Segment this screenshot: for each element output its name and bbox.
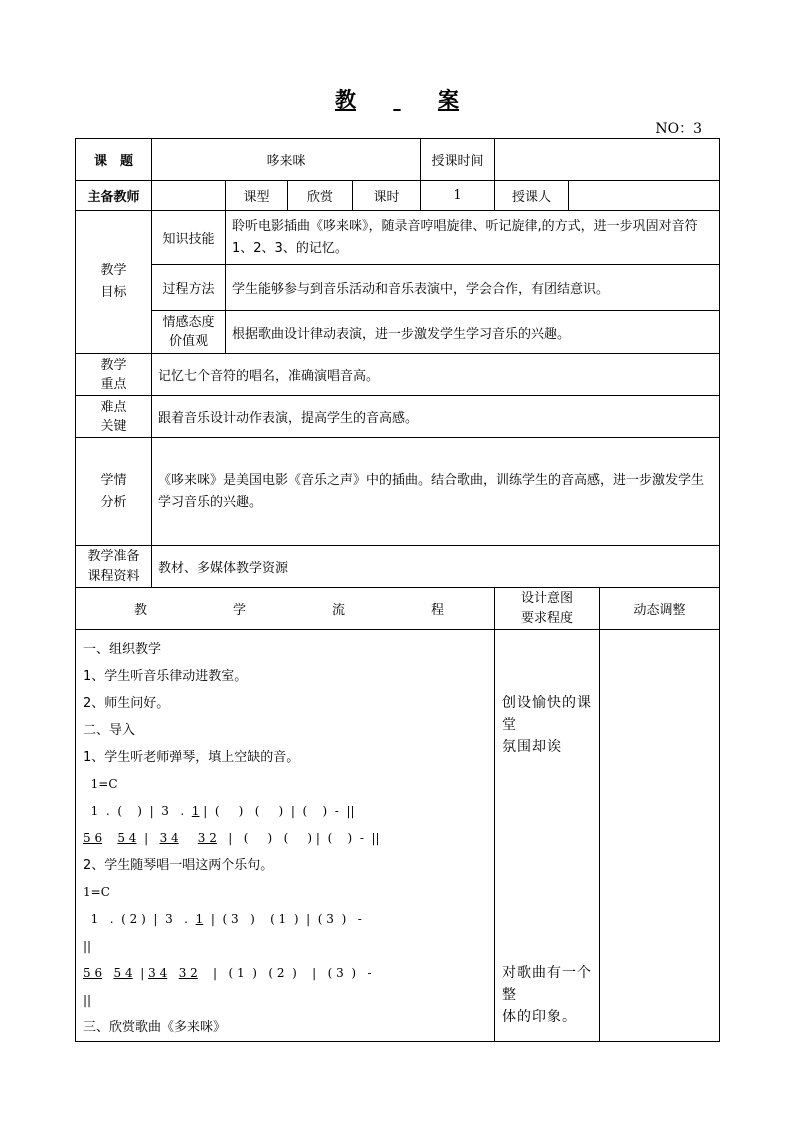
flow-line-14: ||	[83, 993, 92, 1007]
flow-line-11	[83, 906, 488, 933]
flow-header	[76, 588, 495, 630]
flow-line-15: 三、欣赏歌曲《多来咪》	[83, 1020, 227, 1035]
notation-2c: 5 4	[117, 831, 137, 845]
notation-2f	[179, 831, 198, 845]
goal-emotion-text: 根据歌曲设计律动表演，进一步激发学生学习音乐的兴趣。	[226, 311, 720, 354]
goal-emotion-label-line1: 情感态度	[162, 315, 215, 330]
hours-label: 课时	[353, 181, 421, 211]
row-goal-emotion	[76, 311, 720, 354]
adjust-content	[600, 630, 720, 1042]
design-content	[495, 630, 600, 1042]
teacher-label: 主备教师	[76, 181, 152, 211]
analysis-label-line1: 学情	[100, 472, 127, 488]
flow-header-chars	[82, 599, 488, 618]
analysis-label	[76, 438, 152, 546]
notation-4f	[167, 966, 178, 980]
design-header	[495, 588, 600, 630]
flow-line-9: 2、学生随琴唱一唱这两个乐句。	[83, 858, 274, 873]
notation-2b	[102, 831, 117, 845]
prep-text: 教材、多媒体教学资源	[152, 546, 720, 588]
hours-value: 1	[421, 181, 495, 211]
focus-text: 记忆七个音符的唱名，准确演唱音高。	[152, 354, 720, 396]
goal-process-label: 过程方法	[152, 265, 226, 311]
row-flow-header	[76, 588, 720, 630]
goal-knowledge-text: 聆听电影插曲《哆来咪》，随录音哼唱旋律、听记旋律,的方式，进一步巩固对音符 1、2、3、的记忆。	[226, 211, 720, 265]
focus-label-line2: 重点	[100, 376, 127, 392]
goals-label-line1: 教学	[100, 263, 127, 278]
notation-2e: 3 4	[159, 831, 179, 845]
notation-3b: 1	[195, 912, 204, 926]
goals-label-line2: 目标	[100, 285, 127, 300]
adjust-header: 动态调整	[600, 588, 720, 630]
flow-header-char-1: 教	[134, 603, 148, 618]
notation-3a: 1 . ( 2 ) | 3 .	[83, 912, 196, 926]
notation-4g: 3 2	[178, 966, 198, 980]
flow-header-char-2: 学	[233, 603, 247, 618]
lecturer-label: 授课人	[495, 181, 569, 211]
title-right: 案	[438, 88, 459, 112]
flow-content	[76, 630, 495, 1042]
notation-2h: | ( ) ( ) | ( ) - ||	[216, 831, 380, 845]
notation-4b	[102, 966, 113, 980]
prep-label-line1: 教学准备	[87, 548, 140, 564]
row-prep	[76, 546, 720, 588]
flow-line-1: 一、组织教学	[83, 642, 162, 657]
flow-line-5: 1、学生听老师弹琴，填上空缺的音。	[83, 750, 300, 765]
topic-value: 哆来咪	[152, 139, 421, 181]
notation-1b: 1	[191, 804, 200, 818]
flow-line-12: ||	[83, 939, 92, 953]
difficulty-label-line2: 关键	[100, 418, 127, 434]
goal-process-text: 学生能够参与到音乐活动和音乐表演中，学会合作，有团结意识。	[226, 265, 720, 311]
focus-label	[76, 354, 152, 396]
design-note-2-line1: 对歌曲有一个整	[502, 965, 593, 1003]
goal-knowledge-label: 知识技能	[152, 211, 226, 265]
notation-1a: 1 . ( ) | 3 .	[83, 804, 192, 818]
row-teacher	[76, 181, 720, 211]
flow-line-2: 1、学生听音乐律动进教室。	[83, 669, 248, 684]
goal-emotion-label	[152, 311, 226, 354]
row-analysis	[76, 438, 720, 546]
flow-line-3: 2、师生问好。	[83, 696, 170, 711]
type-label: 课型	[226, 181, 288, 211]
notation-2a: 5 6	[83, 831, 103, 845]
title-left: 教	[335, 88, 356, 112]
row-focus	[76, 354, 720, 396]
flow-line-6: 1=C	[83, 777, 118, 791]
flow-header-char-4: 程	[431, 603, 445, 618]
flow-line-10: 1=C	[83, 885, 110, 899]
flow-line-4: 二、导入	[83, 723, 136, 738]
difficulty-text: 跟着音乐设计动作表演，提高学生的音高感。	[152, 396, 720, 438]
analysis-text: 《哆来咪》是美国电影《音乐之声》中的插曲。结合歌曲，训练学生的音高感，进一步激发学生学习音乐的兴趣。	[152, 438, 720, 546]
design-note-2	[502, 962, 599, 1028]
notation-4e: 3 4	[148, 966, 168, 980]
analysis-label-line2: 分析	[100, 494, 127, 510]
flow-line-13	[83, 960, 488, 987]
topic-label: 课 题	[76, 139, 152, 181]
notation-4h: | ( 1 ) ( 2 ) | ( 3 ) -	[197, 966, 372, 980]
notation-2g: 3 2	[197, 831, 217, 845]
focus-label-line1: 教学	[100, 357, 127, 373]
notation-4c: 5 4	[113, 966, 133, 980]
design-note-2-line2: 体的印象。	[502, 1009, 578, 1025]
time-label: 授课时间	[421, 139, 495, 181]
type-value: 欣赏	[288, 181, 353, 211]
notation-2d: |	[136, 831, 160, 845]
row-flow-body	[76, 630, 720, 1042]
flow-line-7	[83, 798, 488, 825]
prep-label-line2: 课程资料	[87, 568, 140, 584]
design-note-1-line2: 氛围却诶	[502, 739, 563, 755]
notation-3c: | ( 3 ) ( 1 ) | ( 3 ) -	[203, 912, 362, 926]
prep-label	[76, 546, 152, 588]
notation-1c: | ( ) ( ) | ( ) - ||	[199, 804, 355, 818]
design-note-1	[502, 692, 599, 758]
difficulty-label	[76, 396, 152, 438]
lecturer-value	[569, 181, 720, 211]
page-title	[0, 84, 794, 114]
teacher-value	[152, 181, 226, 211]
notation-4d: |	[132, 966, 149, 980]
design-header-line2: 要求程度	[521, 610, 574, 626]
title-underline-gap	[356, 88, 438, 112]
difficulty-label-line1: 难点	[100, 399, 127, 415]
lesson-plan-table	[75, 138, 720, 1042]
design-header-line1: 设计意图	[521, 590, 574, 606]
goal-emotion-label-line2: 价值观	[168, 334, 208, 349]
design-note-1-line1: 创设愉快的课堂	[502, 695, 593, 733]
row-goal-knowledge	[76, 211, 720, 265]
goals-label	[76, 211, 152, 354]
doc-number: NO：3	[655, 121, 702, 137]
row-goal-process	[76, 265, 720, 311]
row-topic	[76, 139, 720, 181]
row-difficulty	[76, 396, 720, 438]
flow-line-8	[83, 825, 488, 852]
flow-header-char-3: 流	[332, 603, 346, 618]
notation-4a: 5 6	[83, 966, 103, 980]
time-value	[495, 139, 720, 181]
